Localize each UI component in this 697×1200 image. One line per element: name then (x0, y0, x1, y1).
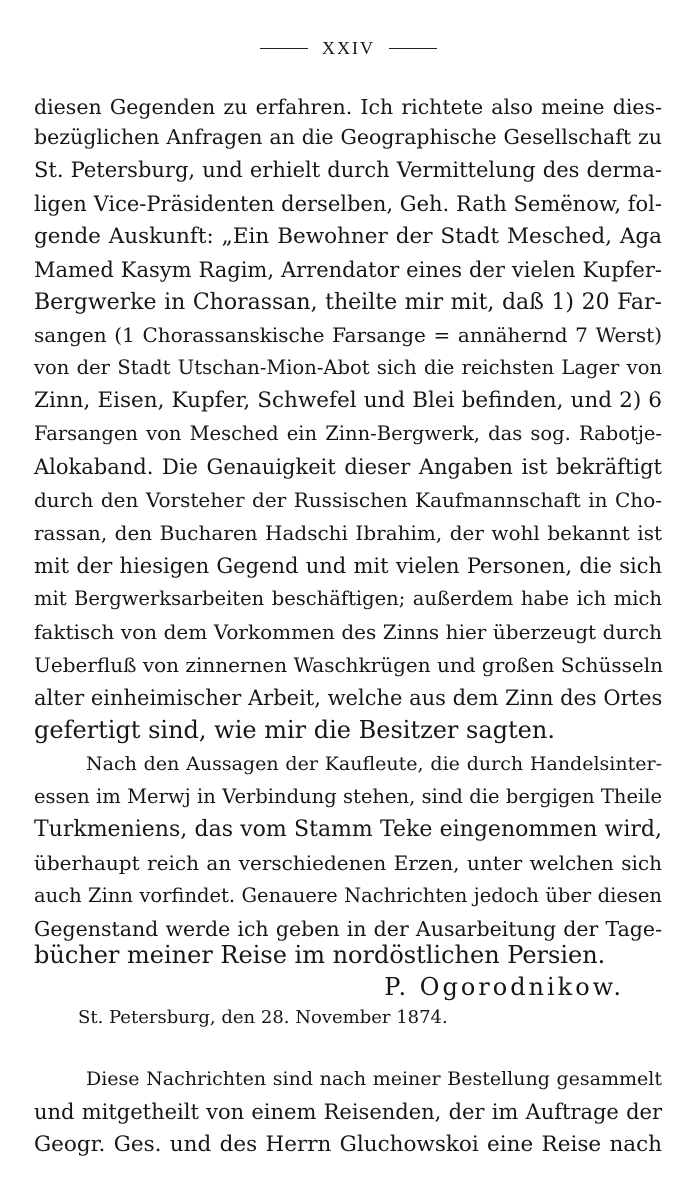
header-rule-left (260, 48, 308, 49)
text-line: Ueberfluß von zinnernen Waschkrügen und großen Schüsseln (34, 653, 664, 677)
text-line: Diese Nachrichten sind nach meiner Bestellung gesammelt (86, 1068, 662, 1090)
text-line: Bergwerke in Chorassan, theilte mir mit, daß 1) 20 Far- (34, 290, 662, 315)
text-line: ligen Vice-Präsidenten derselben, Geh. Rath Semënow, fol- (34, 192, 662, 216)
date-line: St. Petersburg, den 28. November 1874. (78, 1007, 448, 1028)
text-line: Alokaband. Die Genauigkeit dieser Angaben ist bekräftigt (34, 455, 662, 479)
page-number: XXIV (322, 38, 375, 58)
text-line: faktisch von dem Vorkommen des Zinns hier überzeugt durch (34, 620, 662, 644)
text-line: St. Petersburg, und erhielt durch Vermittelung des derma- (34, 158, 662, 182)
text-line: rassan, den Bucharen Hadschi Ibrahim, der wohl bekannt ist (34, 521, 662, 545)
text-line: essen im Merwj in Verbindung stehen, sind die bergigen Theile (34, 785, 662, 808)
header-rule-right (389, 48, 437, 49)
text-line: bezüglichen Anfragen an die Geographische Gesellschaft zu (34, 125, 662, 149)
page-header (0, 38, 697, 58)
text-line: bücher meiner Reise im nordöstlichen Persien. (34, 941, 606, 969)
signature: P. Ogorodnikow. (384, 973, 624, 1001)
text-line: durch den Vorsteher der Russischen Kaufmannschaft in Cho- (34, 488, 662, 512)
text-line: Farsangen von Mesched ein Zinn-Bergwerk, das sog. Rabotje- (34, 422, 662, 445)
text-line: auch Zinn vorfindet. Genauere Nachrichten jedoch über diesen (34, 884, 662, 907)
text-line: Geogr. Ges. und des Herrn Gluchowskoi eine Reise nach (34, 1132, 662, 1157)
text-line: mit der hiesigen Gegend und mit vielen Personen, die sich (34, 554, 662, 578)
text-line: gefertigt sind, wie mir die Besitzer sagten. (34, 716, 555, 744)
text-line: Mamed Kasym Ragim, Arrendator eines der vielen Kupfer- (34, 258, 662, 282)
text-line: alter einheimischer Arbeit, welche aus dem Zinn des Ortes (34, 686, 663, 710)
text-line: diesen Gegenden zu erfahren. Ich richtete also meine dies- (34, 95, 662, 119)
text-line: Nach den Aussagen der Kaufleute, die durch Handelsinter- (86, 753, 662, 775)
text-line: überhaupt reich an verschiedenen Erzen, unter welchen sich (34, 851, 662, 875)
text-line: Gegenstand werde ich geben in der Ausarbeitung der Tage- (34, 917, 662, 941)
text-line: sangen (1 Chorassanskische Farsange = annähernd 7 Werst) (34, 323, 662, 347)
text-line: mit Bergwerksarbeiten beschäftigen; außerdem habe ich mich (34, 587, 662, 610)
text-line: Turkmeniens, das vom Stamm Teke eingenommen wird, (34, 817, 662, 842)
text-line: von der Stadt Utschan-Mion-Abot sich die reichsten Lager von (34, 356, 662, 379)
text-line: gende Auskunft: „Ein Bewohner der Stadt Mesched, Aga (34, 224, 662, 249)
text-line: Zinn, Eisen, Kupfer, Schwefel und Blei befinden, und 2) 6 (34, 388, 662, 413)
text-line: und mitgetheilt von einem Reisenden, der im Auftrage der (34, 1100, 662, 1124)
